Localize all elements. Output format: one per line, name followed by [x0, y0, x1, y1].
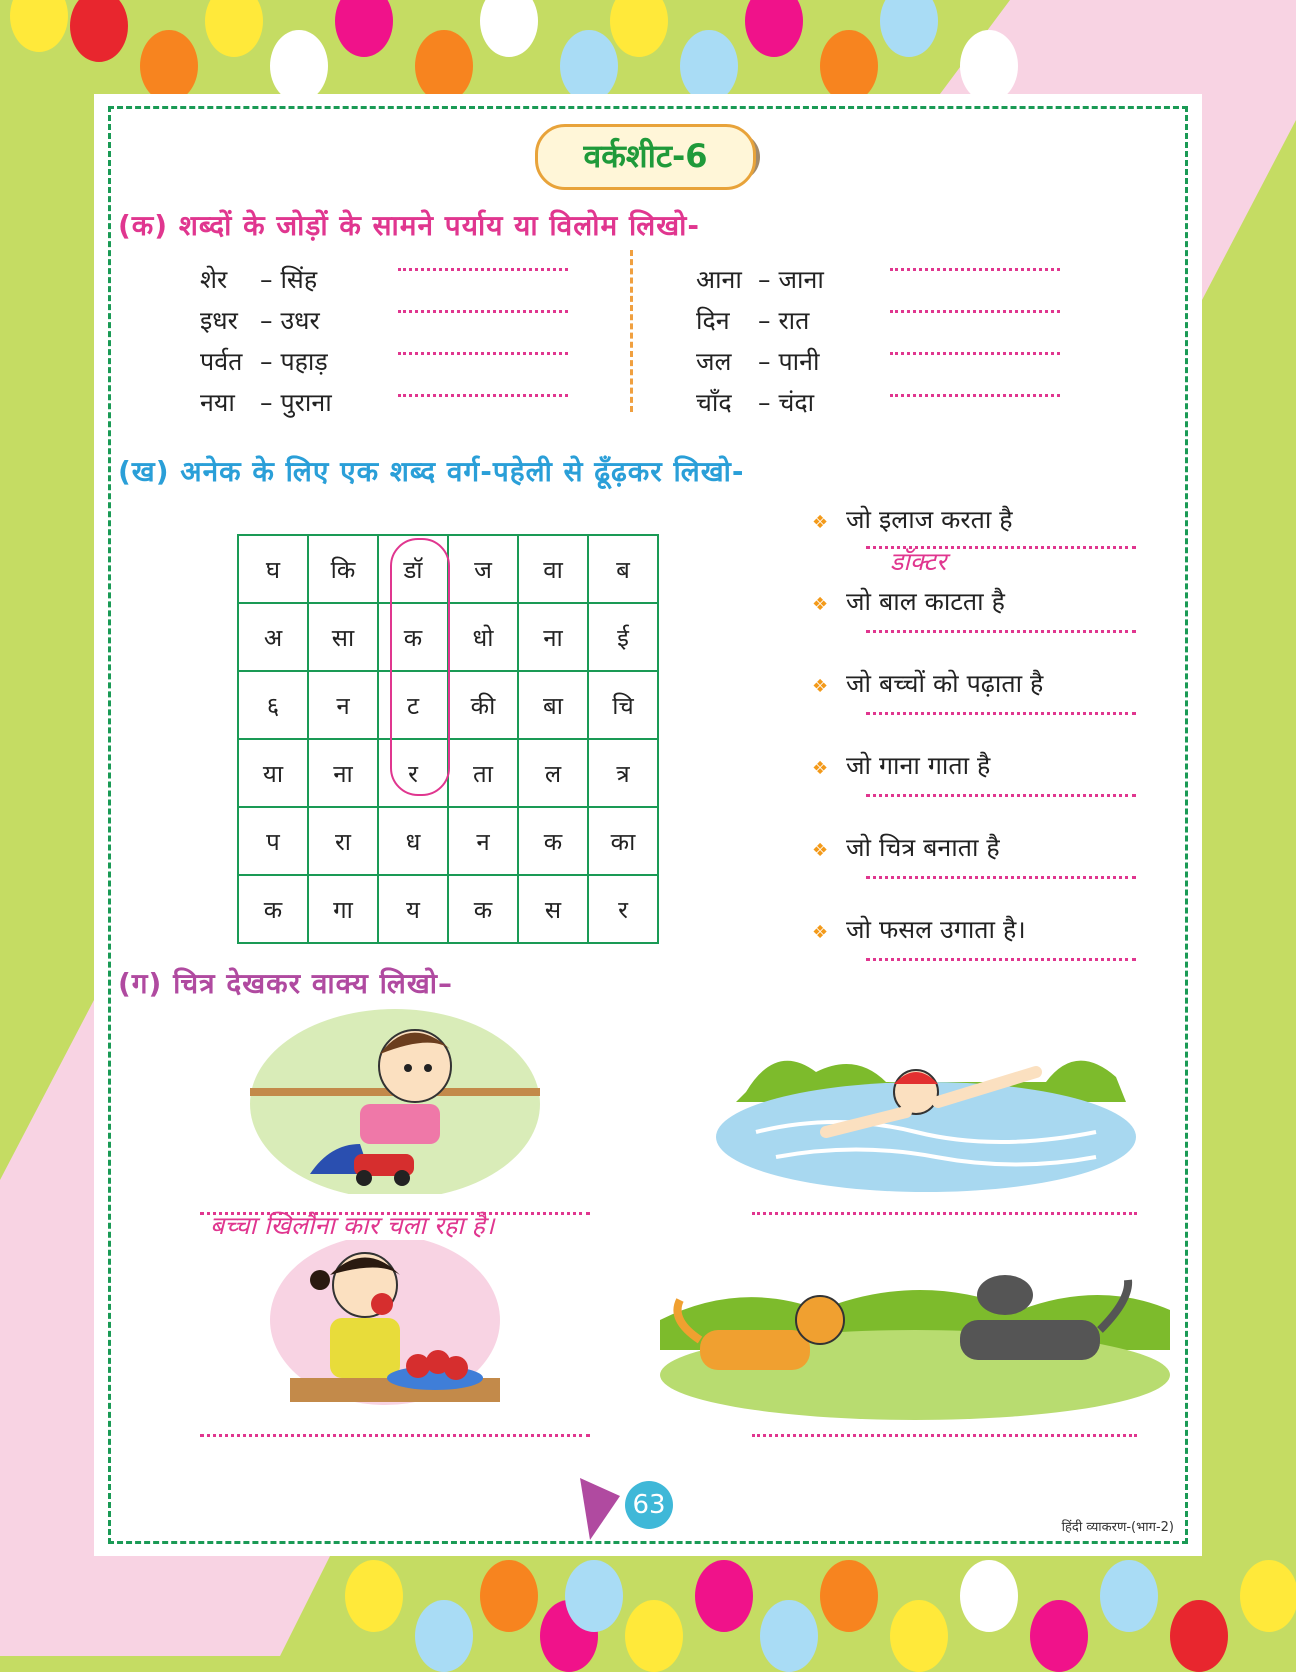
grid-cell: ध: [378, 807, 448, 875]
answer-blank[interactable]: [866, 630, 1136, 633]
decor-dot: [1030, 1600, 1088, 1672]
grid-cell: क: [518, 807, 588, 875]
diamond-bullet-icon: ❖: [812, 758, 829, 779]
cat-and-dog-picture: [660, 1260, 1170, 1420]
answer-blank[interactable]: [866, 546, 1136, 549]
grid-cell: धो: [448, 603, 518, 671]
grid-cell: अ: [238, 603, 308, 671]
diamond-bullet-icon: ❖: [812, 512, 829, 533]
question-item: ❖ जो चित्र बनाता है: [812, 833, 1000, 862]
answer-blank[interactable]: [200, 1434, 590, 1437]
grid-cell: कि: [308, 535, 378, 603]
decor-dot: [890, 1600, 948, 1672]
answer-blank[interactable]: [398, 394, 568, 397]
decor-dot: [1240, 1560, 1296, 1632]
decor-dot: [565, 1560, 623, 1632]
grid-cell: न: [308, 671, 378, 739]
decor-dot: [415, 30, 473, 102]
word-pair: आना – जाना: [696, 265, 824, 294]
decor-dot: [960, 30, 1018, 102]
answer-blank[interactable]: [398, 352, 568, 355]
decor-dot: [270, 30, 328, 102]
decor-dot: [960, 1560, 1018, 1632]
answer-blank[interactable]: [752, 1434, 1137, 1437]
question-item: ❖ जो इलाज करता है: [812, 505, 1013, 534]
grid-cell: क: [448, 875, 518, 943]
question-item: ❖ जो बाल काटता है: [812, 587, 1005, 616]
decor-dot: [140, 30, 198, 102]
diamond-bullet-icon: ❖: [812, 922, 829, 943]
grid-cell: बा: [518, 671, 588, 739]
word-pair: शेर – सिंह: [200, 265, 318, 294]
grid-cell: घ: [238, 535, 308, 603]
answer-blank[interactable]: [890, 352, 1060, 355]
answer-blank[interactable]: [866, 876, 1136, 879]
boy-playing-car-picture: [250, 1004, 540, 1194]
example-answer: डॉक्टर: [890, 547, 947, 576]
decor-dot: [695, 1560, 753, 1632]
answer-blank[interactable]: [398, 268, 568, 271]
section-a-heading: (क) शब्दों के जोड़ों के सामने पर्याय या विलोम लिखो-: [118, 209, 700, 242]
grid-cell: क: [378, 603, 448, 671]
decor-dot: [345, 1560, 403, 1632]
girl-eating-apple-picture: [270, 1240, 500, 1410]
decor-dot: [560, 30, 618, 102]
question-item: ❖ जो गाना गाता है: [812, 751, 991, 780]
decor-dot: [1100, 1560, 1158, 1632]
page-ribbon-icon: [580, 1478, 630, 1540]
question-item: ❖ जो फसल उगाता है।: [812, 915, 1026, 944]
grid-cell: ब: [588, 535, 658, 603]
grid-cell: प: [238, 807, 308, 875]
decor-dot: [480, 1560, 538, 1632]
grid-cell: ना: [518, 603, 588, 671]
answer-blank[interactable]: [890, 394, 1060, 397]
book-footer: हिंदी व्याकरण-(भाग-2): [1061, 1520, 1174, 1535]
grid-cell: स: [518, 875, 588, 943]
section-b-heading: (ख) अनेक के लिए एक शब्द वर्ग-पहेली से ढूँढ़कर लिखो-: [118, 455, 745, 488]
word-pair: इधर – उधर: [200, 306, 320, 335]
decor-dot: [820, 30, 878, 102]
example-answer-sentence: बच्चा खिलौना कार चला रहा है।: [210, 1211, 495, 1240]
answer-blank[interactable]: [866, 712, 1136, 715]
grid-cell: डॉ: [378, 535, 448, 603]
grid-cell: र: [588, 875, 658, 943]
grid-cell: ट: [378, 671, 448, 739]
grid-cell: ई: [588, 603, 658, 671]
grid-cell: ता: [448, 739, 518, 807]
grid-cell: वा: [518, 535, 588, 603]
grid-cell: गा: [308, 875, 378, 943]
column-divider: [630, 250, 633, 412]
grid-cell: त्र: [588, 739, 658, 807]
decor-dot: [625, 1600, 683, 1672]
grid-cell: चि: [588, 671, 658, 739]
word-pair: नया – पुराना: [200, 388, 332, 417]
word-pair: दिन – रात: [696, 306, 810, 335]
section-c-heading: (ग) चित्र देखकर वाक्य लिखो–: [118, 967, 453, 1000]
grid-cell: न: [448, 807, 518, 875]
page-number: 63: [625, 1481, 673, 1529]
diamond-bullet-icon: ❖: [812, 840, 829, 861]
decor-dot: [820, 1560, 878, 1632]
grid-cell: की: [448, 671, 518, 739]
grid-cell: ६: [238, 671, 308, 739]
diamond-bullet-icon: ❖: [812, 594, 829, 615]
diamond-bullet-icon: ❖: [812, 676, 829, 697]
word-pair: पर्वत – पहाड़: [200, 347, 328, 376]
decor-dot: [1170, 1600, 1228, 1672]
grid-cell: क: [238, 875, 308, 943]
decor-dot: [760, 1600, 818, 1672]
grid-cell: ल: [518, 739, 588, 807]
answer-blank[interactable]: [866, 794, 1136, 797]
answer-blank[interactable]: [866, 958, 1136, 961]
grid-cell: ना: [308, 739, 378, 807]
answer-blank[interactable]: [200, 1212, 590, 1215]
worksheet-title: वर्कशीट-6: [535, 124, 756, 190]
answer-highlight-circle: [390, 538, 450, 796]
grid-cell: र: [378, 739, 448, 807]
grid-cell: या: [238, 739, 308, 807]
answer-blank[interactable]: [890, 310, 1060, 313]
grid-cell: का: [588, 807, 658, 875]
boy-swimming-picture: [716, 1022, 1136, 1192]
grid-cell: रा: [308, 807, 378, 875]
word-pair: चाँद – चंदा: [696, 388, 815, 417]
answer-blank[interactable]: [890, 268, 1060, 271]
grid-cell: सा: [308, 603, 378, 671]
grid-cell: ज: [448, 535, 518, 603]
answer-blank[interactable]: [398, 310, 568, 313]
word-pair: जल – पानी: [696, 347, 820, 376]
decor-dot: [415, 1600, 473, 1672]
answer-blank[interactable]: [752, 1212, 1137, 1215]
decor-dot: [680, 30, 738, 102]
question-item: ❖ जो बच्चों को पढ़ाता है: [812, 669, 1044, 698]
grid-cell: य: [378, 875, 448, 943]
